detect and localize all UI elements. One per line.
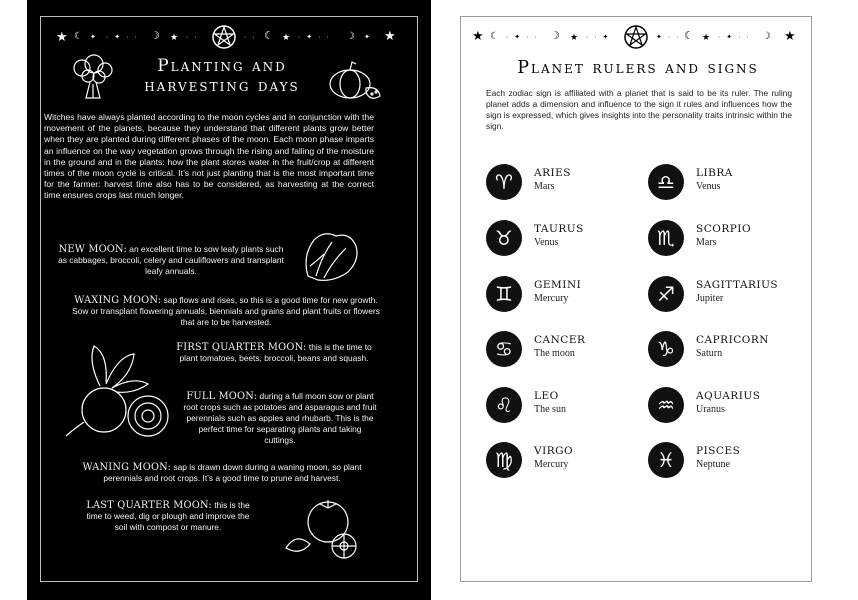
zodiac-item-capricorn (648, 331, 798, 371)
pentacle-icon (211, 24, 237, 50)
sign-name: CAPRICORN (696, 334, 769, 346)
sign-name: LEO (534, 390, 559, 402)
phase-new-moon (54, 244, 288, 277)
phase-text: sap is drawn down during a waning moon, so plant perennials and root crops. It’s a good time to prune and harvest. (103, 462, 362, 483)
aries-icon (486, 164, 522, 200)
sparkle-dots: · · ✦ (586, 34, 611, 41)
sign-ruler: Jupiter (696, 293, 724, 304)
sign-ruler: Uranus (696, 404, 725, 415)
crescent-moon-icon: ☾ (74, 31, 83, 42)
title-line: Planting and (157, 56, 287, 76)
sign-glyph: ♍ (495, 448, 513, 472)
star-icon: ★ (570, 32, 579, 42)
crescent-moon-icon: ☾ (684, 30, 694, 42)
zodiac-item-virgo (486, 442, 636, 482)
leo-icon (486, 387, 522, 423)
crescent-moon-icon: ☾ (264, 30, 274, 42)
sign-ruler: Neptune (696, 459, 730, 470)
star-icon: ★ (170, 32, 179, 42)
sparkle-dots: · ✦ · · (506, 34, 539, 41)
pumpkin-illustration (326, 58, 384, 102)
sign-glyph: ♎ (657, 170, 675, 194)
crescent-moon-icon: ☽ (762, 31, 771, 42)
phase-name: NEW MOON: (58, 244, 127, 255)
sign-glyph: ♋ (495, 337, 513, 361)
zodiac-item-taurus (486, 220, 636, 260)
sign-name: SAGITTARIUS (696, 279, 779, 291)
sign-ruler: The moon (534, 348, 575, 359)
right-deco-row (470, 28, 806, 50)
sign-name: LIBRA (696, 167, 733, 179)
sign-ruler: The sun (534, 404, 566, 415)
crescent-moon-icon: ☽ (346, 31, 355, 42)
zodiac-item-leo (486, 387, 636, 427)
sign-glyph: ♊ (495, 282, 513, 306)
right-intro-paragraph: Each zodiac sign is affiliated with a planet that is said to be its ruler. The ruling planet adds a dimension and influence to the sign it rules and influences how the sign is expressed, which gives insights into the personality traits intrinsic within the sign. (486, 88, 792, 131)
sign-ruler: Mercury (534, 293, 569, 304)
phase-text: an excellent time to sow leafy plants such as cabbages, broccoli, celery and cauliflowers and transplant leafy annuals. (58, 244, 284, 276)
sign-ruler: Mars (534, 181, 555, 192)
sign-glyph: ♒ (657, 393, 675, 417)
sign-glyph: ♐ (657, 282, 675, 306)
aquarius-icon (648, 387, 684, 423)
phase-name: WAXING MOON: (74, 295, 162, 306)
sparkle-dots: · · (186, 34, 199, 41)
sign-glyph: ♓ (657, 448, 675, 472)
sign-ruler: Mercury (534, 459, 569, 470)
libra-icon (648, 164, 684, 200)
sign-name: AQUARIUS (696, 390, 761, 402)
phase-name: LAST QUARTER MOON: (86, 500, 212, 511)
sign-name: CANCER (534, 334, 586, 346)
phase-name: FULL MOON: (186, 391, 258, 402)
phase-name: FIRST QUARTER MOON: (176, 342, 307, 353)
sign-glyph: ♈ (495, 170, 513, 194)
phase-waxing-moon (72, 295, 380, 328)
zodiac-item-sagittarius (648, 276, 798, 316)
zodiac-item-aquarius (648, 387, 798, 427)
pisces-icon (648, 442, 684, 478)
sign-glyph: ♏ (657, 226, 675, 250)
sign-name: GEMINI (534, 279, 582, 291)
beetroot-illustration (60, 342, 172, 442)
title-line: harvesting days (144, 76, 300, 96)
phase-text: this is the time to plant tomatoes, beets, broccoli, beans and squash. (179, 342, 372, 363)
star-icon: ★ (702, 32, 711, 42)
gemini-icon (486, 276, 522, 312)
sign-ruler: Mars (696, 237, 717, 248)
right-page-title: Planet rulers and signs (517, 58, 759, 78)
sign-ruler: Saturn (696, 348, 723, 359)
lettuce-illustration (298, 226, 362, 284)
sagittarius-icon (648, 276, 684, 312)
star-icon: ★ (282, 32, 291, 42)
phase-last-quarter-moon (80, 500, 256, 533)
taurus-icon (486, 220, 522, 256)
page-title (132, 56, 312, 96)
zodiac-item-libra (648, 164, 798, 204)
phase-full-moon (182, 391, 378, 446)
sign-name: TAURUS (534, 223, 584, 235)
sign-name: VIRGO (534, 445, 574, 457)
phase-waning-moon (68, 462, 376, 484)
left-deco-row (50, 28, 410, 50)
star-icon: ✦ (364, 34, 370, 41)
phase-text: sap flows and rises, so this is a good time for new growth. Sow or transplant flowering annuals, biennials and grains and plant fruits or flowers that are to be harvested. (72, 295, 380, 327)
pentacle-icon (623, 24, 649, 50)
sign-ruler: Venus (534, 237, 559, 248)
tomato-illustration (282, 496, 366, 560)
sign-glyph: ♌ (495, 393, 513, 417)
phase-text: during a full moon sow or plant root crops such as potatoes and asparagus and fruit perennials such as apples and rhubarb. This is the perfect time for separating plants and taking cuttings. (183, 391, 377, 445)
broccoli-illustration (66, 54, 118, 102)
phase-name: WANING MOON: (82, 462, 172, 473)
star-icon: ★ (784, 28, 796, 43)
virgo-icon (486, 442, 522, 478)
sparkle-dots: · · (244, 34, 257, 41)
crescent-moon-icon: ☽ (550, 30, 560, 42)
star-icon: ★ (472, 28, 484, 43)
star-icon: ★ (56, 29, 68, 44)
sign-name: PISCES (696, 445, 741, 457)
sign-ruler: Venus (696, 181, 721, 192)
sign-name: SCORPIO (696, 223, 752, 235)
sign-glyph: ♉ (495, 226, 513, 250)
cancer-icon (486, 331, 522, 367)
crescent-moon-icon: ☽ (150, 30, 160, 42)
scorpio-icon (648, 220, 684, 256)
sparkle-dots: · ✦ · · (718, 34, 751, 41)
phase-text: this is the time to weed, dig or plough and improve the soil with compost or manure. (86, 500, 250, 532)
sparkle-dots: · ✦ · · (298, 34, 331, 41)
star-icon: ★ (384, 28, 396, 43)
zodiac-item-gemini (486, 276, 636, 316)
sparkle-dots: ✦ · · (656, 34, 681, 41)
sign-glyph: ♑ (657, 337, 675, 361)
zodiac-item-cancer (486, 331, 636, 371)
intro-paragraph: Witches have always planted according to the moon cycles and in conjunction with the movement of the planets, because they understand that different plants grow better when they are planted during different phases of the moon. Each moon phase imparts an influence on the way vegetation grows through the rising and falling of the moisture in the ground and in the plants: how the plant stores water in the fruit/crop at different times of the moon cycle is critical. It’s not just planting that is the most important time for the farmer: harvest time also has to be considered, as harvesting at the correct time ensures crops last much longer. (44, 112, 374, 201)
sign-name: ARIES (534, 167, 571, 179)
zodiac-item-scorpio (648, 220, 798, 260)
zodiac-item-aries (486, 164, 636, 204)
capricorn-icon (648, 331, 684, 367)
sparkle-dots: · ✦ · · (106, 34, 139, 41)
star-icon: ✦ (90, 34, 96, 41)
phase-first-quarter-moon (176, 342, 372, 364)
crescent-moon-icon: ☾ (490, 31, 499, 42)
zodiac-item-pisces (648, 442, 798, 482)
